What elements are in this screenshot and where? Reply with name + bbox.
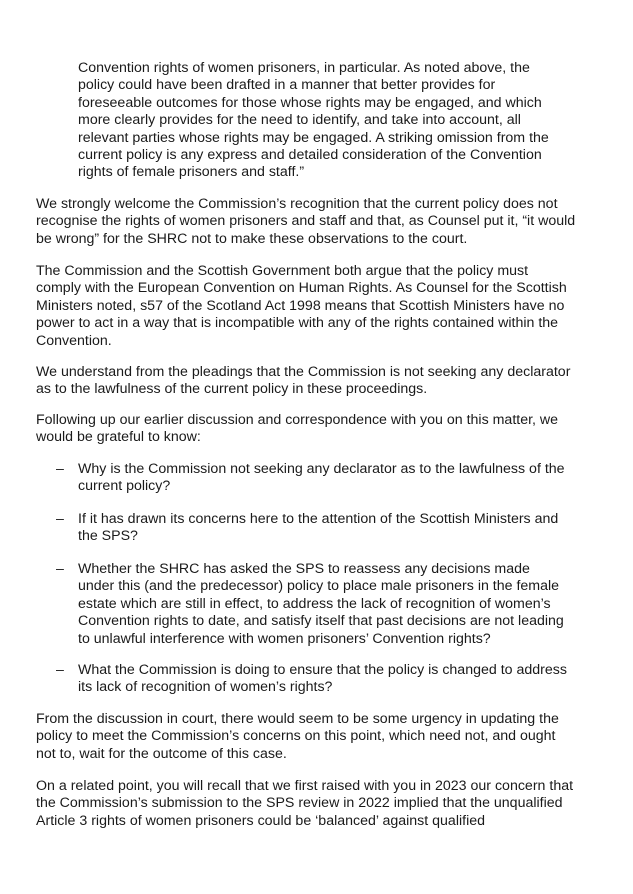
list-item-text: If it has drawn its concerns here to the attention of the Scottish Ministers and the SPS? <box>78 511 559 545</box>
paragraph-pleadings: We understand from the pleadings that the Commission is not seeking any declarator as to the lawfulness of the current policy in these proceedings. <box>36 364 571 398</box>
quoted-passage: Convention rights of women prisoners, in particular. As noted above, the policy could have been drafted in a manner that better provides for foreseeable outcomes for those whose rights may be engaged, and which more clearly provides for the need to identify, and take into account, all relevant parties whose rights may be engaged. A striking omission from the current policy is any express and detailed consideration of the Convention rights of female prisoners and staff.” <box>78 60 549 181</box>
paragraph-related-point: On a related point, you will recall that we first raised with you in 2023 our concern that the Commission’s submission to the SPS review in 2022 implied that the unqualified Article 3 rights of women prisoners could be ‘balanced’ against qualified <box>36 778 574 829</box>
paragraph-echr-compliance: The Commission and the Scottish Government both argue that the policy must comply with the European Convention on Human Rights. As Counsel for the Scottish Ministers noted, s57 of the Scotland Act 1998 means that Scottish Ministers have no power to act in a way that is incompatible with any of the rights contained within the Convention. <box>36 263 567 349</box>
list-item-text: Why is the Commission not seeking any declarator as to the lawfulness of the current policy? <box>78 461 565 495</box>
dash-bullet-icon: – <box>56 662 64 678</box>
dash-bullet-icon: – <box>56 511 64 527</box>
dash-bullet-icon: – <box>56 461 64 477</box>
dash-bullet-icon: – <box>56 561 64 577</box>
paragraph-urgency: From the discussion in court, there would seem to be some urgency in updating the policy to meet the Commission’s concerns on this point, which need not, and ought not to, wait for the outcome of this case. <box>36 711 559 762</box>
list-item-text: What the Commission is doing to ensure that the policy is changed to address its lack of recognition of women’s rights? <box>78 662 567 696</box>
paragraph-commission-recognition: We strongly welcome the Commission’s recognition that the current policy does not recognise the rights of women prisoners and staff and that, as Counsel put it, “it would be wrong” for the SHRC not to make these observations to the court. <box>36 196 576 247</box>
paragraph-follow-up: Following up our earlier discussion and correspondence with you on this matter, we would be grateful to know: <box>36 412 559 446</box>
list-item-text: Whether the SHRC has asked the SPS to reassess any decisions made under this (and the predecessor) policy to place male prisoners in the female estate which are still in effect, to address the lack of recognition of women’s Convention rights to date, and satisfy itself that past decisions are not leading to unlawful interference with women prisoners’ Convention rights? <box>78 561 564 647</box>
